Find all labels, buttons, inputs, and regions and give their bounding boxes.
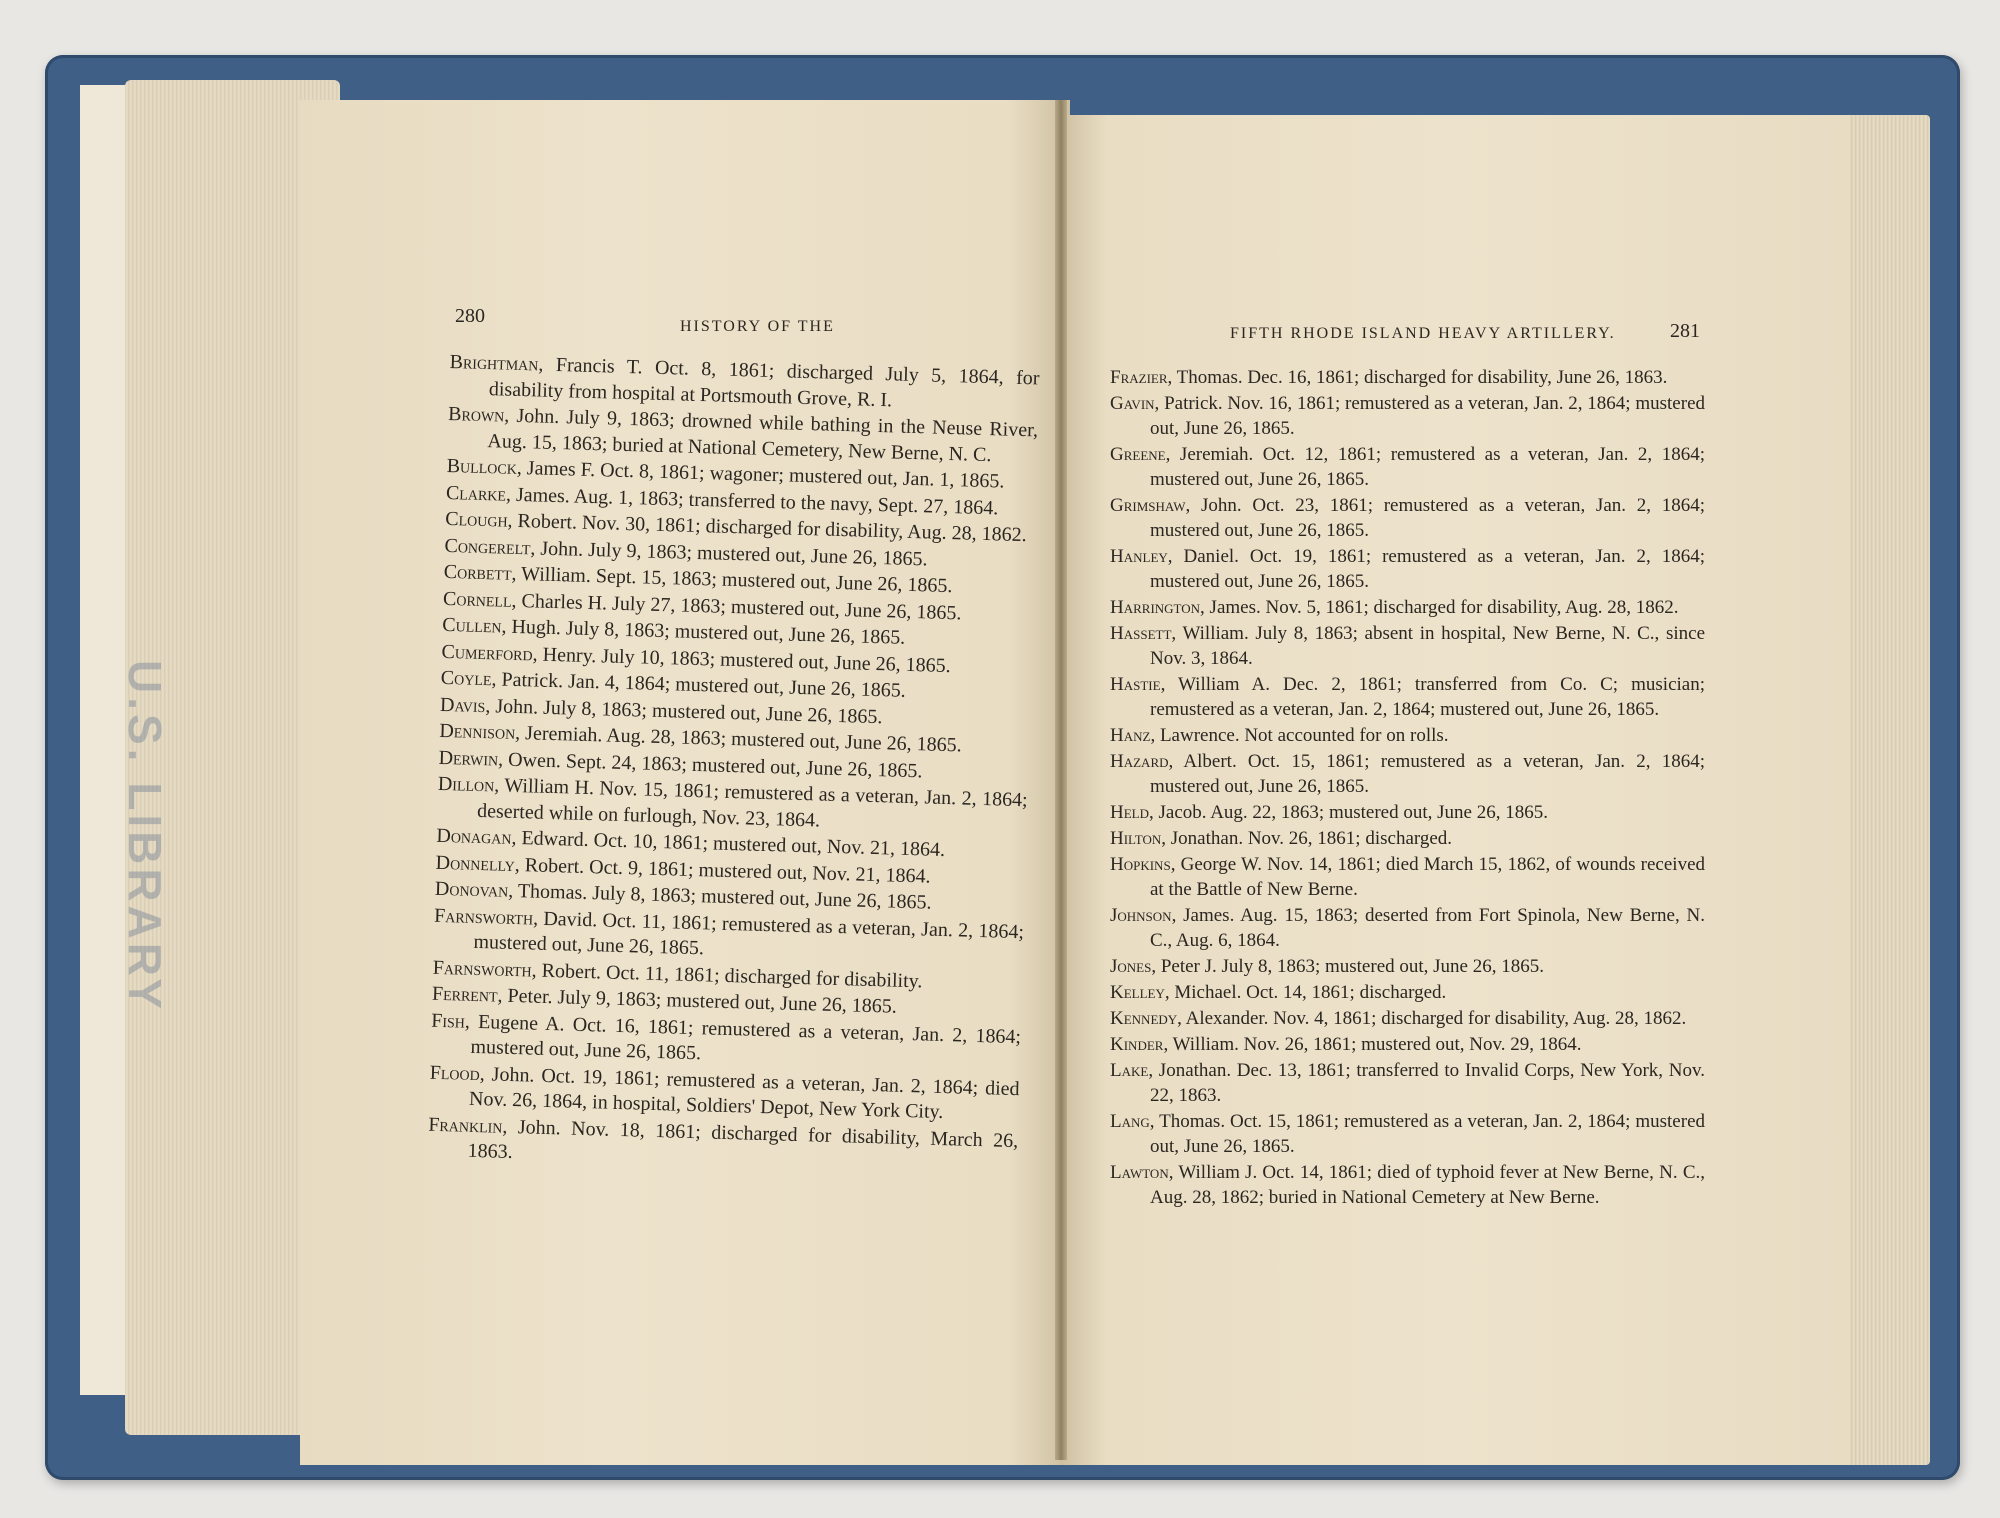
soldier-surname: Farnsworth	[433, 904, 534, 930]
soldier-surname: Johnson	[1110, 905, 1172, 926]
soldier-surname: Hanley	[1110, 546, 1168, 567]
soldier-surname: Dillon	[437, 772, 495, 797]
roster-entry	[1110, 365, 1705, 390]
entry-details: , Jacob. Aug. 22, 1863; mustered out, June 26, 1865.	[1149, 802, 1548, 823]
soldier-surname: Kelley	[1110, 982, 1165, 1003]
roster-entry	[1110, 852, 1705, 902]
soldier-surname: Donnelly	[435, 851, 516, 876]
entry-details: , George W. Nov. 14, 1861; died March 15, 1862, of wounds received at the Battle of New Berne.	[1150, 854, 1705, 900]
soldier-surname: Harrington	[1110, 597, 1201, 618]
entry-details: , Patrick. Nov. 16, 1861; remustered as a veteran, Jan. 2, 1864; mustered out, June 26, 1865.	[1150, 393, 1705, 439]
entry-details: , Michael. Oct. 14, 1861; discharged.	[1164, 982, 1447, 1003]
soldier-surname: Lang	[1110, 1111, 1150, 1132]
entry-details: , William A. Dec. 2, 1861; transferred from Co. C; musician; remustered as a veteran, Jan. 2, 1864; mustered out, June 26, 1865.	[1150, 674, 1705, 720]
entry-details: , William J. Oct. 14, 1861; died of typhoid fever at New Berne, N. C., Aug. 28, 1862; buried in National Cemetery at New Berne.	[1150, 1162, 1705, 1208]
soldier-surname: Lake	[1110, 1060, 1149, 1081]
roster-entry	[1110, 1006, 1705, 1031]
soldier-surname: Grimshaw	[1110, 495, 1186, 516]
entry-details: , John. Nov. 18, 1861; discharged for disability, March 26, 1863.	[467, 1115, 1019, 1164]
roster-entry	[1110, 800, 1705, 825]
soldier-surname: Derwin	[438, 746, 499, 770]
entry-details: , Jonathan. Nov. 26, 1861; discharged.	[1161, 828, 1453, 849]
entry-details: , Thomas. July 8, 1863; mustered out, June 26, 1865.	[507, 879, 932, 914]
entry-details: , James. Nov. 5, 1861; discharged for disability, Aug. 28, 1862.	[1200, 597, 1679, 618]
soldier-surname: Kennedy	[1110, 1008, 1178, 1029]
entry-details: , Peter J. July 8, 1863; mustered out, June 26, 1865.	[1151, 956, 1544, 977]
left-page-number: 280	[455, 305, 485, 327]
entry-details: , Lawrence. Not accounted for on rolls.	[1150, 725, 1449, 746]
entry-details: , John. Oct. 23, 1861; remustered as a veteran, Jan. 2, 1864; mustered out, June 26, 1865.	[1150, 495, 1705, 541]
soldier-surname: Hanz	[1110, 725, 1151, 746]
soldier-surname: Farnsworth	[432, 956, 532, 982]
soldier-surname: Held	[1110, 802, 1149, 823]
entry-details: , Jeremiah. Aug. 28, 1863; mustered out, June 26, 1865.	[514, 721, 962, 757]
soldier-surname: Hastie	[1110, 674, 1161, 695]
entry-details: , William. Sept. 15, 1863; mustered out, June 26, 1865.	[511, 562, 953, 598]
right-page-edges	[1840, 115, 1930, 1465]
soldier-surname: Coyle	[440, 666, 492, 691]
book-gutter	[1055, 100, 1067, 1460]
entry-details: , Jeremiah. Oct. 12, 1861; remustered as a veteran, Jan. 2, 1864; mustered out, June 26, 1865.	[1150, 444, 1705, 490]
entry-details: , Robert. Oct. 9, 1861; mustered out, Nov. 21, 1864.	[514, 853, 931, 888]
entry-details: , Charles H. July 27, 1863; mustered out, June 26, 1865.	[511, 589, 962, 624]
roster-entry	[1110, 544, 1705, 594]
roster-entry	[1110, 1032, 1705, 1057]
soldier-surname: Clough	[444, 507, 508, 532]
entry-details: , Edward. Oct. 10, 1861; mustered out, Nov. 21, 1864.	[511, 826, 946, 862]
soldier-surname: Donagan	[436, 824, 512, 849]
soldier-surname: Fish	[430, 1009, 466, 1033]
entry-details: , Patrick. Jan. 4, 1864; mustered out, June 26, 1865.	[491, 668, 907, 702]
entry-details: , Henry. July 10, 1863; mustered out, June 26, 1865.	[532, 642, 951, 677]
soldier-surname: Lawton	[1110, 1162, 1169, 1183]
right-page-number: 281	[1670, 320, 1700, 342]
entry-details: , Francis T. Oct. 8, 1861; discharged July 5, 1864, for disability from hospital at Portsmouth Grove, R. I.	[488, 353, 1040, 411]
roster-entry	[1110, 391, 1705, 441]
soldier-surname: Congerelt	[444, 534, 531, 559]
soldier-surname: Flood	[429, 1061, 481, 1085]
entry-details: , John. July 8, 1863; mustered out, June 26, 1865.	[485, 694, 883, 728]
soldier-surname: Franklin	[428, 1113, 503, 1138]
soldier-surname: Dennison	[439, 719, 516, 744]
roster-entry	[1110, 749, 1705, 799]
roster-entry	[1110, 1058, 1705, 1108]
soldier-surname: Donovan	[434, 877, 509, 902]
soldier-surname: Ferrent	[431, 982, 498, 1007]
right-page-header: FIFTH RHODE ISLAND HEAVY ARTILLERY.	[1230, 325, 1616, 342]
entry-details: , Eugene A. Oct. 16, 1861; remustered as a veteran, Jan. 2, 1864; mustered out, June 26, 1865.	[464, 1010, 1022, 1065]
entry-details: , William H. Nov. 15, 1861; remustered as a veteran, Jan. 2, 1864; deserted while on furlough, Nov. 23, 1864.	[476, 774, 1028, 832]
entry-details: , William. July 8, 1863; absent in hospital, New Berne, N. C., since Nov. 3, 1864.	[1150, 623, 1705, 669]
roster-entry	[1110, 1109, 1705, 1159]
left-page-text	[427, 350, 1040, 1181]
entry-details: , Hugh. July 8, 1863; mustered out, June 26, 1865.	[501, 615, 906, 649]
soldier-surname: Davis	[439, 693, 486, 717]
roster-entry	[1110, 903, 1705, 953]
soldier-surname: Bullock	[446, 454, 518, 479]
soldier-surname: Corbett	[443, 560, 512, 585]
roster-entry	[1110, 672, 1705, 722]
roster-entry	[1110, 595, 1705, 620]
roster-entry	[1110, 493, 1705, 543]
soldier-surname: Clarke	[445, 481, 507, 506]
soldier-surname: Hopkins	[1110, 854, 1171, 875]
roster-entry	[1110, 1160, 1705, 1210]
entry-details: , John. July 9, 1863; drowned while bathing in the Neuse River, Aug. 15, 1863; buried at National Cemetery, New Berne, N. C.	[487, 404, 1039, 466]
roster-entry	[1110, 723, 1705, 748]
entry-details: , James. Aug. 1, 1863; transferred to the navy, Sept. 27, 1864.	[505, 483, 999, 519]
roster-entry	[1110, 826, 1705, 851]
soldier-surname: Kinder	[1110, 1034, 1164, 1055]
entry-details: , Thomas. Oct. 15, 1861; remustered as a veteran, Jan. 2, 1864; mustered out, June 26, 1865.	[1149, 1111, 1705, 1157]
entry-details: , Thomas. Dec. 16, 1861; discharged for disability, June 26, 1863.	[1167, 367, 1668, 388]
entry-details: , John. July 9, 1863; mustered out, June 26, 1865.	[530, 536, 928, 570]
soldier-surname: Hassett	[1110, 623, 1172, 644]
entry-details: , Owen. Sept. 24, 1863; mustered out, June 26, 1865.	[497, 748, 923, 782]
entry-details: , Daniel. Oct. 19, 1861; remustered as a veteran, Jan. 2, 1864; mustered out, June 26, 1865.	[1150, 546, 1705, 592]
library-stamp: U.S. LIBRARY	[119, 660, 171, 1013]
entry-details: , James F. Oct. 8, 1861; wagoner; mustered out, Jan. 1, 1865.	[516, 456, 1005, 493]
entry-details: , Robert. Oct. 11, 1861; discharged for disability.	[531, 959, 923, 992]
roster-entry	[1110, 954, 1705, 979]
roster-entry	[1110, 442, 1705, 492]
soldier-surname: Frazier	[1110, 367, 1168, 388]
entry-details: , William. Nov. 26, 1861; mustered out, Nov. 29, 1864.	[1163, 1034, 1582, 1055]
entry-details: , John. Oct. 19, 1861; remustered as a veteran, Jan. 2, 1864; died Nov. 26, 1864, in hospital, Soldiers' Depot, New York City.	[468, 1062, 1020, 1124]
left-page-header: HISTORY OF THE	[680, 318, 835, 335]
entry-details: , Alexander. Nov. 4, 1861; discharged for disability, Aug. 28, 1862.	[1177, 1008, 1687, 1029]
entry-details: , Robert. Nov. 30, 1861; discharged for disability, Aug. 28, 1862.	[507, 509, 1027, 547]
soldier-surname: Brown	[447, 402, 505, 427]
soldier-surname: Hazard	[1110, 751, 1169, 772]
soldier-surname: Cornell	[442, 587, 512, 612]
soldier-surname: Cumerford	[441, 640, 533, 665]
entry-details: , Peter. July 9, 1863; mustered out, June 26, 1865.	[497, 984, 898, 1018]
entry-details: , Jonathan. Dec. 13, 1861; transferred to Invalid Corps, New York, Nov. 22, 1863.	[1148, 1060, 1705, 1106]
entry-details: , Albert. Oct. 15, 1861; remustered as a veteran, Jan. 2, 1864; mustered out, June 26, 1865.	[1150, 751, 1705, 797]
roster-entry	[1110, 980, 1705, 1005]
soldier-surname: Cullen	[442, 613, 502, 638]
soldier-surname: Jones	[1110, 956, 1152, 977]
entry-details: , James. Aug. 15, 1863; deserted from Fort Spinola, New Berne, N. C., Aug. 6, 1864.	[1150, 905, 1705, 951]
entry-details: , David. Oct. 11, 1861; remustered as a veteran, Jan. 2, 1864; mustered out, June 26, 1865.	[473, 907, 1025, 960]
soldier-surname: Brightman	[449, 350, 539, 376]
right-page-text	[1110, 365, 1705, 1211]
roster-entry	[1110, 621, 1705, 671]
soldier-surname: Hilton	[1110, 828, 1162, 849]
soldier-surname: Gavin	[1110, 393, 1155, 414]
soldier-surname: Greene	[1110, 444, 1166, 465]
